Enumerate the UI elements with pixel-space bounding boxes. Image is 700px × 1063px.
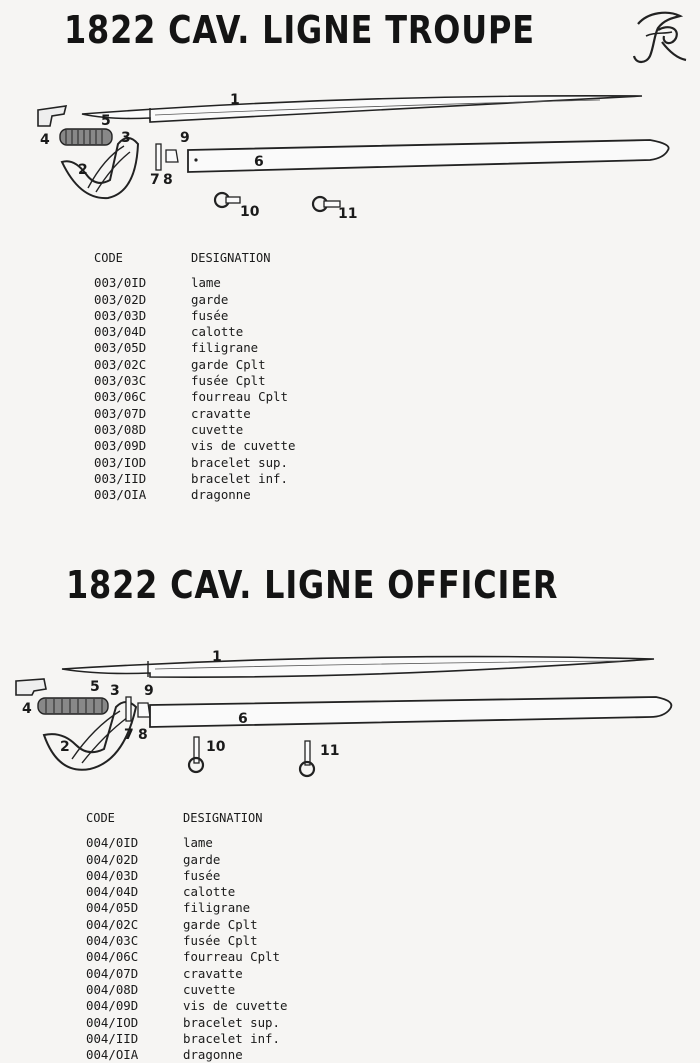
callout-9: 9 bbox=[180, 130, 190, 146]
part-designation: garde bbox=[191, 291, 229, 307]
table-row bbox=[86, 998, 287, 1014]
part-code: 003/02C bbox=[94, 356, 147, 372]
table-row bbox=[86, 852, 287, 868]
table-header bbox=[94, 250, 295, 266]
sword-diagram-officier bbox=[0, 645, 700, 785]
part-code: 003/06C bbox=[94, 389, 147, 405]
blade-part bbox=[82, 96, 642, 122]
monogram-logo bbox=[628, 6, 692, 68]
callout-10: 10 bbox=[240, 204, 260, 220]
part-code: 004/03D bbox=[86, 867, 139, 883]
callout-6: 6 bbox=[238, 711, 248, 727]
callout-5: 5 bbox=[101, 113, 111, 129]
part-code: 004/05D bbox=[86, 900, 139, 916]
part-code: 003/0ID bbox=[94, 275, 147, 291]
part-designation: lame bbox=[191, 275, 221, 291]
table-row bbox=[94, 324, 295, 340]
part-code: 003/02D bbox=[94, 291, 147, 307]
part-code: 003/OIA bbox=[94, 487, 147, 503]
part-designation: vis de cuvette bbox=[183, 998, 288, 1014]
table-row bbox=[86, 933, 287, 949]
table-row bbox=[94, 438, 295, 454]
part-code: 003/03D bbox=[94, 307, 147, 323]
sword-diagram-troupe bbox=[0, 88, 700, 228]
part-code: 004/IID bbox=[86, 1030, 139, 1046]
blade-part bbox=[62, 657, 654, 678]
part-designation: bracelet inf. bbox=[183, 1030, 280, 1046]
part-code: 003/08D bbox=[94, 421, 147, 437]
grip-part bbox=[60, 129, 112, 145]
part-designation: filigrane bbox=[191, 340, 259, 356]
callout-2: 2 bbox=[78, 162, 88, 178]
table-row bbox=[86, 868, 287, 884]
callout-2: 2 bbox=[60, 739, 70, 755]
callout-11: 11 bbox=[320, 743, 340, 759]
part-designation: cuvette bbox=[183, 981, 236, 997]
part-designation: calotte bbox=[183, 884, 236, 900]
section-title-officier: 1822 CAV. LIGNE OFFICIER bbox=[66, 563, 559, 607]
part-code: 004/IOD bbox=[86, 1014, 139, 1030]
callout-7: 7 bbox=[124, 727, 134, 743]
table-row bbox=[86, 1031, 287, 1047]
callout-11: 11 bbox=[338, 206, 358, 222]
table-row bbox=[94, 357, 295, 373]
callout-7: 7 bbox=[150, 172, 160, 188]
callout-9: 9 bbox=[144, 683, 154, 699]
part-code: 004/04D bbox=[86, 884, 139, 900]
table-row bbox=[86, 949, 287, 965]
table-row bbox=[94, 389, 295, 405]
table-row bbox=[94, 406, 295, 422]
part-designation: bracelet sup. bbox=[183, 1014, 280, 1030]
callout-1: 1 bbox=[230, 92, 240, 108]
part-designation: fourreau Cplt bbox=[183, 949, 280, 965]
table-row bbox=[94, 340, 295, 356]
part-code: 004/02D bbox=[86, 851, 139, 867]
part-designation: bracelet inf. bbox=[191, 470, 288, 486]
part-designation: garde Cplt bbox=[183, 916, 258, 932]
parts-table-officier bbox=[86, 810, 287, 1063]
part-code: 003/IOD bbox=[94, 454, 147, 470]
part-designation: cravatte bbox=[183, 965, 243, 981]
callout-8: 8 bbox=[138, 727, 148, 743]
callout-1: 1 bbox=[212, 649, 222, 665]
part-designation: vis de cuvette bbox=[191, 438, 296, 454]
part-code: 003/IID bbox=[94, 470, 147, 486]
table-row bbox=[94, 487, 295, 503]
part-code: 004/09D bbox=[86, 998, 139, 1014]
pommel-part bbox=[16, 679, 46, 695]
part-code: 003/07D bbox=[94, 405, 147, 421]
table-row bbox=[94, 422, 295, 438]
callout-10: 10 bbox=[206, 739, 226, 755]
table-row bbox=[94, 308, 295, 324]
table-header bbox=[86, 810, 287, 826]
callout-3: 3 bbox=[121, 130, 131, 146]
scabbard-part bbox=[150, 697, 671, 727]
part-designation: bracelet sup. bbox=[191, 454, 288, 470]
table-row bbox=[94, 373, 295, 389]
table-row bbox=[94, 471, 295, 487]
callout-3: 3 bbox=[110, 683, 120, 699]
callout-8: 8 bbox=[163, 172, 173, 188]
part-designation: fusée Cplt bbox=[183, 933, 258, 949]
table-row bbox=[86, 884, 287, 900]
part-code: 004/08D bbox=[86, 981, 139, 997]
part-code: 004/0ID bbox=[86, 835, 139, 851]
table-row bbox=[86, 835, 287, 851]
part-designation: fourreau Cplt bbox=[191, 389, 288, 405]
table-row bbox=[86, 1047, 287, 1063]
col-designation-header: DESIGNATION bbox=[183, 811, 263, 825]
table-row bbox=[86, 900, 287, 916]
table-row bbox=[86, 982, 287, 998]
part-designation: calotte bbox=[191, 324, 244, 340]
callout-4: 4 bbox=[22, 701, 32, 717]
parts-table-troupe bbox=[94, 250, 295, 503]
part-code: 004/OIA bbox=[86, 1047, 139, 1063]
part-designation: fusée bbox=[183, 867, 221, 883]
grip-part bbox=[38, 698, 108, 714]
part-designation: lame bbox=[183, 835, 213, 851]
col-designation-header: DESIGNATION bbox=[191, 251, 271, 265]
col-code-header: CODE bbox=[94, 251, 123, 265]
part-designation: cravatte bbox=[191, 405, 251, 421]
part-designation: fusée Cplt bbox=[191, 373, 266, 389]
callout-5: 5 bbox=[90, 679, 100, 695]
part-designation: garde bbox=[183, 851, 221, 867]
part-designation: garde Cplt bbox=[191, 356, 266, 372]
part-code: 003/03C bbox=[94, 373, 147, 389]
table-row bbox=[94, 292, 295, 308]
table-row bbox=[94, 455, 295, 471]
table-row bbox=[86, 966, 287, 982]
part-code: 003/05D bbox=[94, 340, 147, 356]
part-code: 003/09D bbox=[94, 438, 147, 454]
part-designation: dragonne bbox=[191, 487, 251, 503]
part-code: 004/07D bbox=[86, 965, 139, 981]
col-code-header: CODE bbox=[86, 811, 115, 825]
part-code: 004/02C bbox=[86, 916, 139, 932]
callout-6: 6 bbox=[254, 154, 264, 170]
callout-4: 4 bbox=[40, 132, 50, 148]
table-row bbox=[94, 275, 295, 291]
pommel-part bbox=[38, 106, 66, 126]
table-row bbox=[86, 917, 287, 933]
part-code: 003/04D bbox=[94, 324, 147, 340]
part-designation: fusée bbox=[191, 307, 229, 323]
table-row bbox=[86, 1015, 287, 1031]
part-designation: cuvette bbox=[191, 421, 244, 437]
part-code: 004/03C bbox=[86, 933, 139, 949]
part-designation: filigrane bbox=[183, 900, 251, 916]
part-code: 004/06C bbox=[86, 949, 139, 965]
part-designation: dragonne bbox=[183, 1047, 243, 1063]
section-title-troupe: 1822 CAV. LIGNE TROUPE bbox=[64, 8, 535, 52]
